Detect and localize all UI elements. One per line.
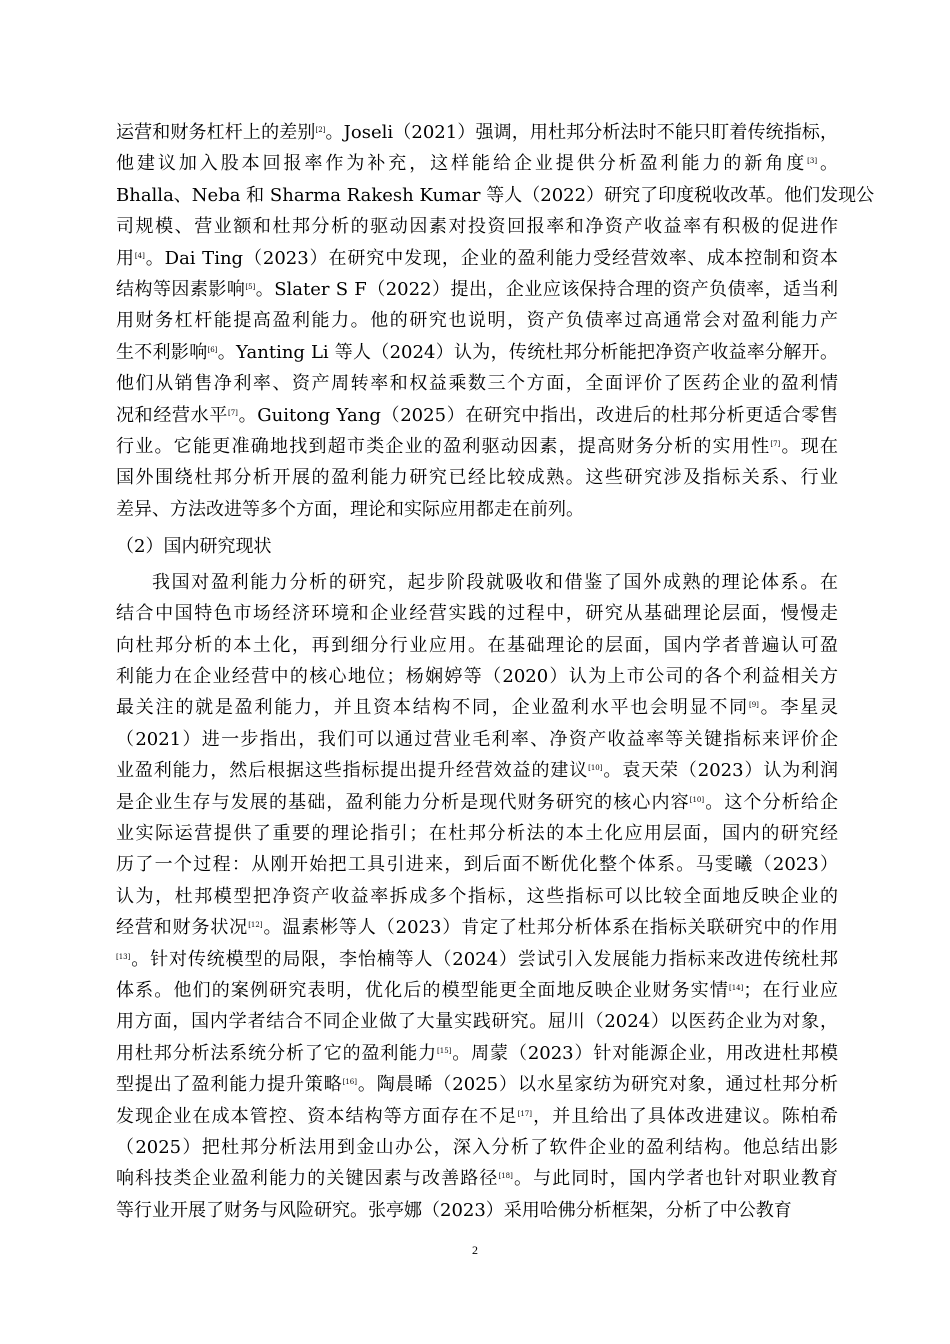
text-segment: 。李星灵	[758, 697, 839, 719]
text-line	[116, 274, 838, 305]
text-line	[116, 912, 838, 943]
text-segment: 。袁天荣（2023）认为利润	[602, 760, 838, 782]
text-segment: 发现企业在成本管控、资本结构等方面存在不足	[116, 1105, 518, 1127]
text-segment: 。Slater S F（2022）提出，企业应该保持合理的资产负债率，适当利	[255, 279, 838, 301]
text-segment: 最关注的就是盈利能力，并且资本结构不同，企业盈利水平也会明显不同	[116, 697, 749, 719]
paragraph-domestic-research	[116, 567, 838, 1227]
text-line	[116, 1006, 838, 1037]
text-line	[116, 567, 838, 598]
text-segment: 是企业生存与发展的基础，盈利能力分析是现代财务研究的核心内容	[116, 791, 690, 813]
page-number: 2	[472, 1243, 478, 1257]
paragraph-foreign-research	[116, 117, 875, 525]
text-segment: 行业。它能更准确地找到超市类企业的盈利驱动因素，提高财务分析的实用性	[116, 436, 771, 458]
text-segment: ；在行业应	[743, 979, 838, 1001]
text-segment: 差异、方法改进等多个方面，理论和实际应用都走在前列。	[116, 498, 584, 520]
text-segment: 用财务杠杆能提高盈利能力。他的研究也说明，资产负债率过高通常会对盈利能力产	[116, 310, 838, 332]
text-segment: 。现在	[780, 436, 839, 458]
text-segment: 况和经营水平	[116, 404, 228, 426]
text-line	[116, 881, 838, 912]
text-segment: 认为，杜邦模型把净资产收益率拆成多个指标，这些指标可以比较全面地反映企业的	[116, 885, 838, 907]
citation-ref: [3]	[807, 157, 818, 166]
text-line	[116, 431, 838, 462]
text-segment: 历了一个过程：从刚开始把工具引进来，到后面不断优化整个体系。马雯曦（2023）	[116, 854, 838, 876]
text-segment: 我国对盈利能力分析的研究，起步阶段就吸收和借鉴了国外成熟的理论体系。在	[152, 571, 838, 593]
text-line	[116, 724, 838, 755]
text-segment: 。Dai Ting（2023）在研究中发现，企业的盈利能力受经营效率、成本控制和资本	[144, 247, 838, 269]
text-line	[116, 944, 838, 975]
text-line	[116, 818, 838, 849]
citation-ref: [6]	[207, 345, 218, 354]
text-line	[116, 598, 838, 629]
citation-ref: [14]	[729, 983, 744, 992]
citation-ref: [7]	[770, 440, 781, 449]
citation-ref: [2]	[315, 126, 326, 134]
text-segment: 体系。他们的案例研究表明，优化后的模型能更全面地反映企业财务实情	[116, 979, 729, 1001]
citation-ref: [7]	[228, 408, 238, 417]
text-segment: 。周蒙（2023）针对能源企业，用改进杜邦模	[451, 1042, 839, 1064]
text-line	[116, 180, 875, 211]
text-line	[116, 787, 838, 818]
text-segment: Bhalla、Neba 和 Sharma Rakesh Kumar 等人（2022）研究了印度税收改革。他们发现公	[116, 184, 875, 206]
text-line	[116, 117, 838, 148]
text-segment: 。	[817, 153, 839, 175]
text-segment: 。陶晨晞（2025）以水星家纺为研究对象，通过杜邦分析	[356, 1074, 838, 1096]
text-segment: 他们从销售净利率、资产周转率和权益乘数三个方面，全面评价了医药企业的盈利情	[116, 373, 838, 395]
text-segment: 业实际运营提供了重要的理论指引；在杜邦分析法的本土化应用层面，国内的研究经	[116, 822, 838, 844]
text-line	[116, 1038, 838, 1069]
text-line	[116, 494, 838, 525]
text-segment: 用	[116, 247, 135, 269]
text-segment: 型提出了盈利能力提升策略	[116, 1074, 343, 1096]
text-line	[116, 462, 838, 493]
text-line	[116, 368, 838, 399]
text-segment: 结构等因素影响	[116, 279, 246, 301]
text-line	[116, 755, 838, 786]
text-segment: 他建议加入股本回报率作为补充，这样能给企业提供分析盈利能力的新角度	[116, 153, 808, 175]
text-line	[116, 1101, 838, 1132]
text-segment: 。Guitong Yang（2025）在研究中指出，改进后的杜邦分析更适合零售	[237, 404, 838, 426]
text-segment: 司规模、营业额和杜邦分析的驱动因素对投资回报率和净资产收益率有积极的促进作	[116, 216, 838, 238]
text-segment: 生不利影响	[116, 341, 208, 363]
text-line	[116, 305, 838, 336]
text-line	[116, 1163, 838, 1194]
text-line	[116, 400, 838, 431]
text-segment: 。Joseli（2021）强调，用杜邦分析法时不能只盯着传统指标，	[325, 122, 839, 143]
text-segment: 经营和财务状况	[116, 917, 249, 939]
text-line	[116, 661, 838, 692]
section-heading: （2）国内研究现状	[116, 536, 272, 558]
text-segment: 业盈利能力，然后根据这些指标提出提升经营效益的建议	[116, 760, 589, 782]
citation-ref: [10]	[689, 795, 705, 804]
text-line	[116, 211, 838, 242]
text-segment: 。这个分析给企	[704, 791, 838, 813]
citation-ref: [16]	[342, 1078, 357, 1087]
text-line	[116, 1132, 838, 1163]
text-segment: 利能力在企业经营中的核心地位；杨娴婷等（2020）认为上市公司的各个利益相关方	[116, 665, 838, 687]
citation-ref: [13]	[116, 952, 131, 961]
citation-ref: [12]	[248, 921, 263, 930]
citation-ref: [4]	[134, 251, 145, 260]
text-line	[116, 243, 838, 274]
text-segment: 运营和财务杠杆上的差别	[116, 122, 316, 143]
text-segment: 等行业开展了财务与风险研究。张亭娜（2023）采用哈佛分析框架，分析了中公教育	[116, 1199, 792, 1221]
citation-ref: [15]	[437, 1046, 452, 1055]
text-line	[116, 148, 838, 179]
citation-ref: [10]	[588, 764, 603, 773]
text-line	[116, 1069, 838, 1100]
citation-ref: [5]	[245, 283, 256, 292]
page-body	[116, 117, 875, 1226]
text-segment: 用杜邦分析法系统分析了它的盈利能力	[116, 1042, 438, 1064]
text-line	[116, 975, 838, 1006]
text-segment: 结合中国特色市场经济环境和企业经营实践的过程中，研究从基础理论层面，慢慢走	[116, 603, 838, 625]
text-segment: 国外围绕杜邦分析开展的盈利能力研究已经比较成熟。这些研究涉及指标关系、行业	[116, 467, 838, 489]
text-segment: （2025）把杜邦分析法用到金山办公，深入分析了软件企业的盈利结构。他总结出影	[116, 1137, 838, 1158]
text-segment: 用方面，国内学者结合不同企业做了大量实践研究。屈川（2024）以医药企业为对象，	[116, 1011, 838, 1033]
text-segment: 响科技类企业盈利能力的关键因素与改善路径	[116, 1168, 499, 1190]
citation-ref: [17]	[517, 1109, 532, 1118]
text-line	[116, 337, 838, 368]
text-line	[116, 1195, 838, 1226]
text-segment: 。与此同时，国内学者也针对职业教育	[512, 1168, 838, 1190]
text-line	[116, 692, 838, 723]
text-line	[116, 849, 838, 880]
text-segment: （2021）进一步指出，我们可以通过营业毛利率、净资产收益率等关键指标来评价企	[116, 728, 838, 750]
citation-ref: [9]	[748, 701, 759, 710]
text-segment: ，并且给出了具体改进建议。陈柏希	[532, 1105, 838, 1127]
citation-ref: [18]	[498, 1172, 513, 1181]
text-line	[116, 630, 838, 661]
text-segment: 向杜邦分析的本土化，再到细分行业应用。在基础理论的层面，国内学者普遍认可盈	[116, 634, 838, 656]
text-segment: 。温素彬等人（2023）肯定了杜邦分析体系在指标关联研究中的作用	[262, 917, 838, 939]
text-segment: 。针对传统模型的局限，李怡楠等人（2024）尝试引入发展能力指标来改进传统杜邦	[130, 948, 838, 970]
text-segment: 。Yanting Li 等人（2024）认为，传统杜邦分析能把净资产收益率分解开。	[217, 341, 838, 363]
